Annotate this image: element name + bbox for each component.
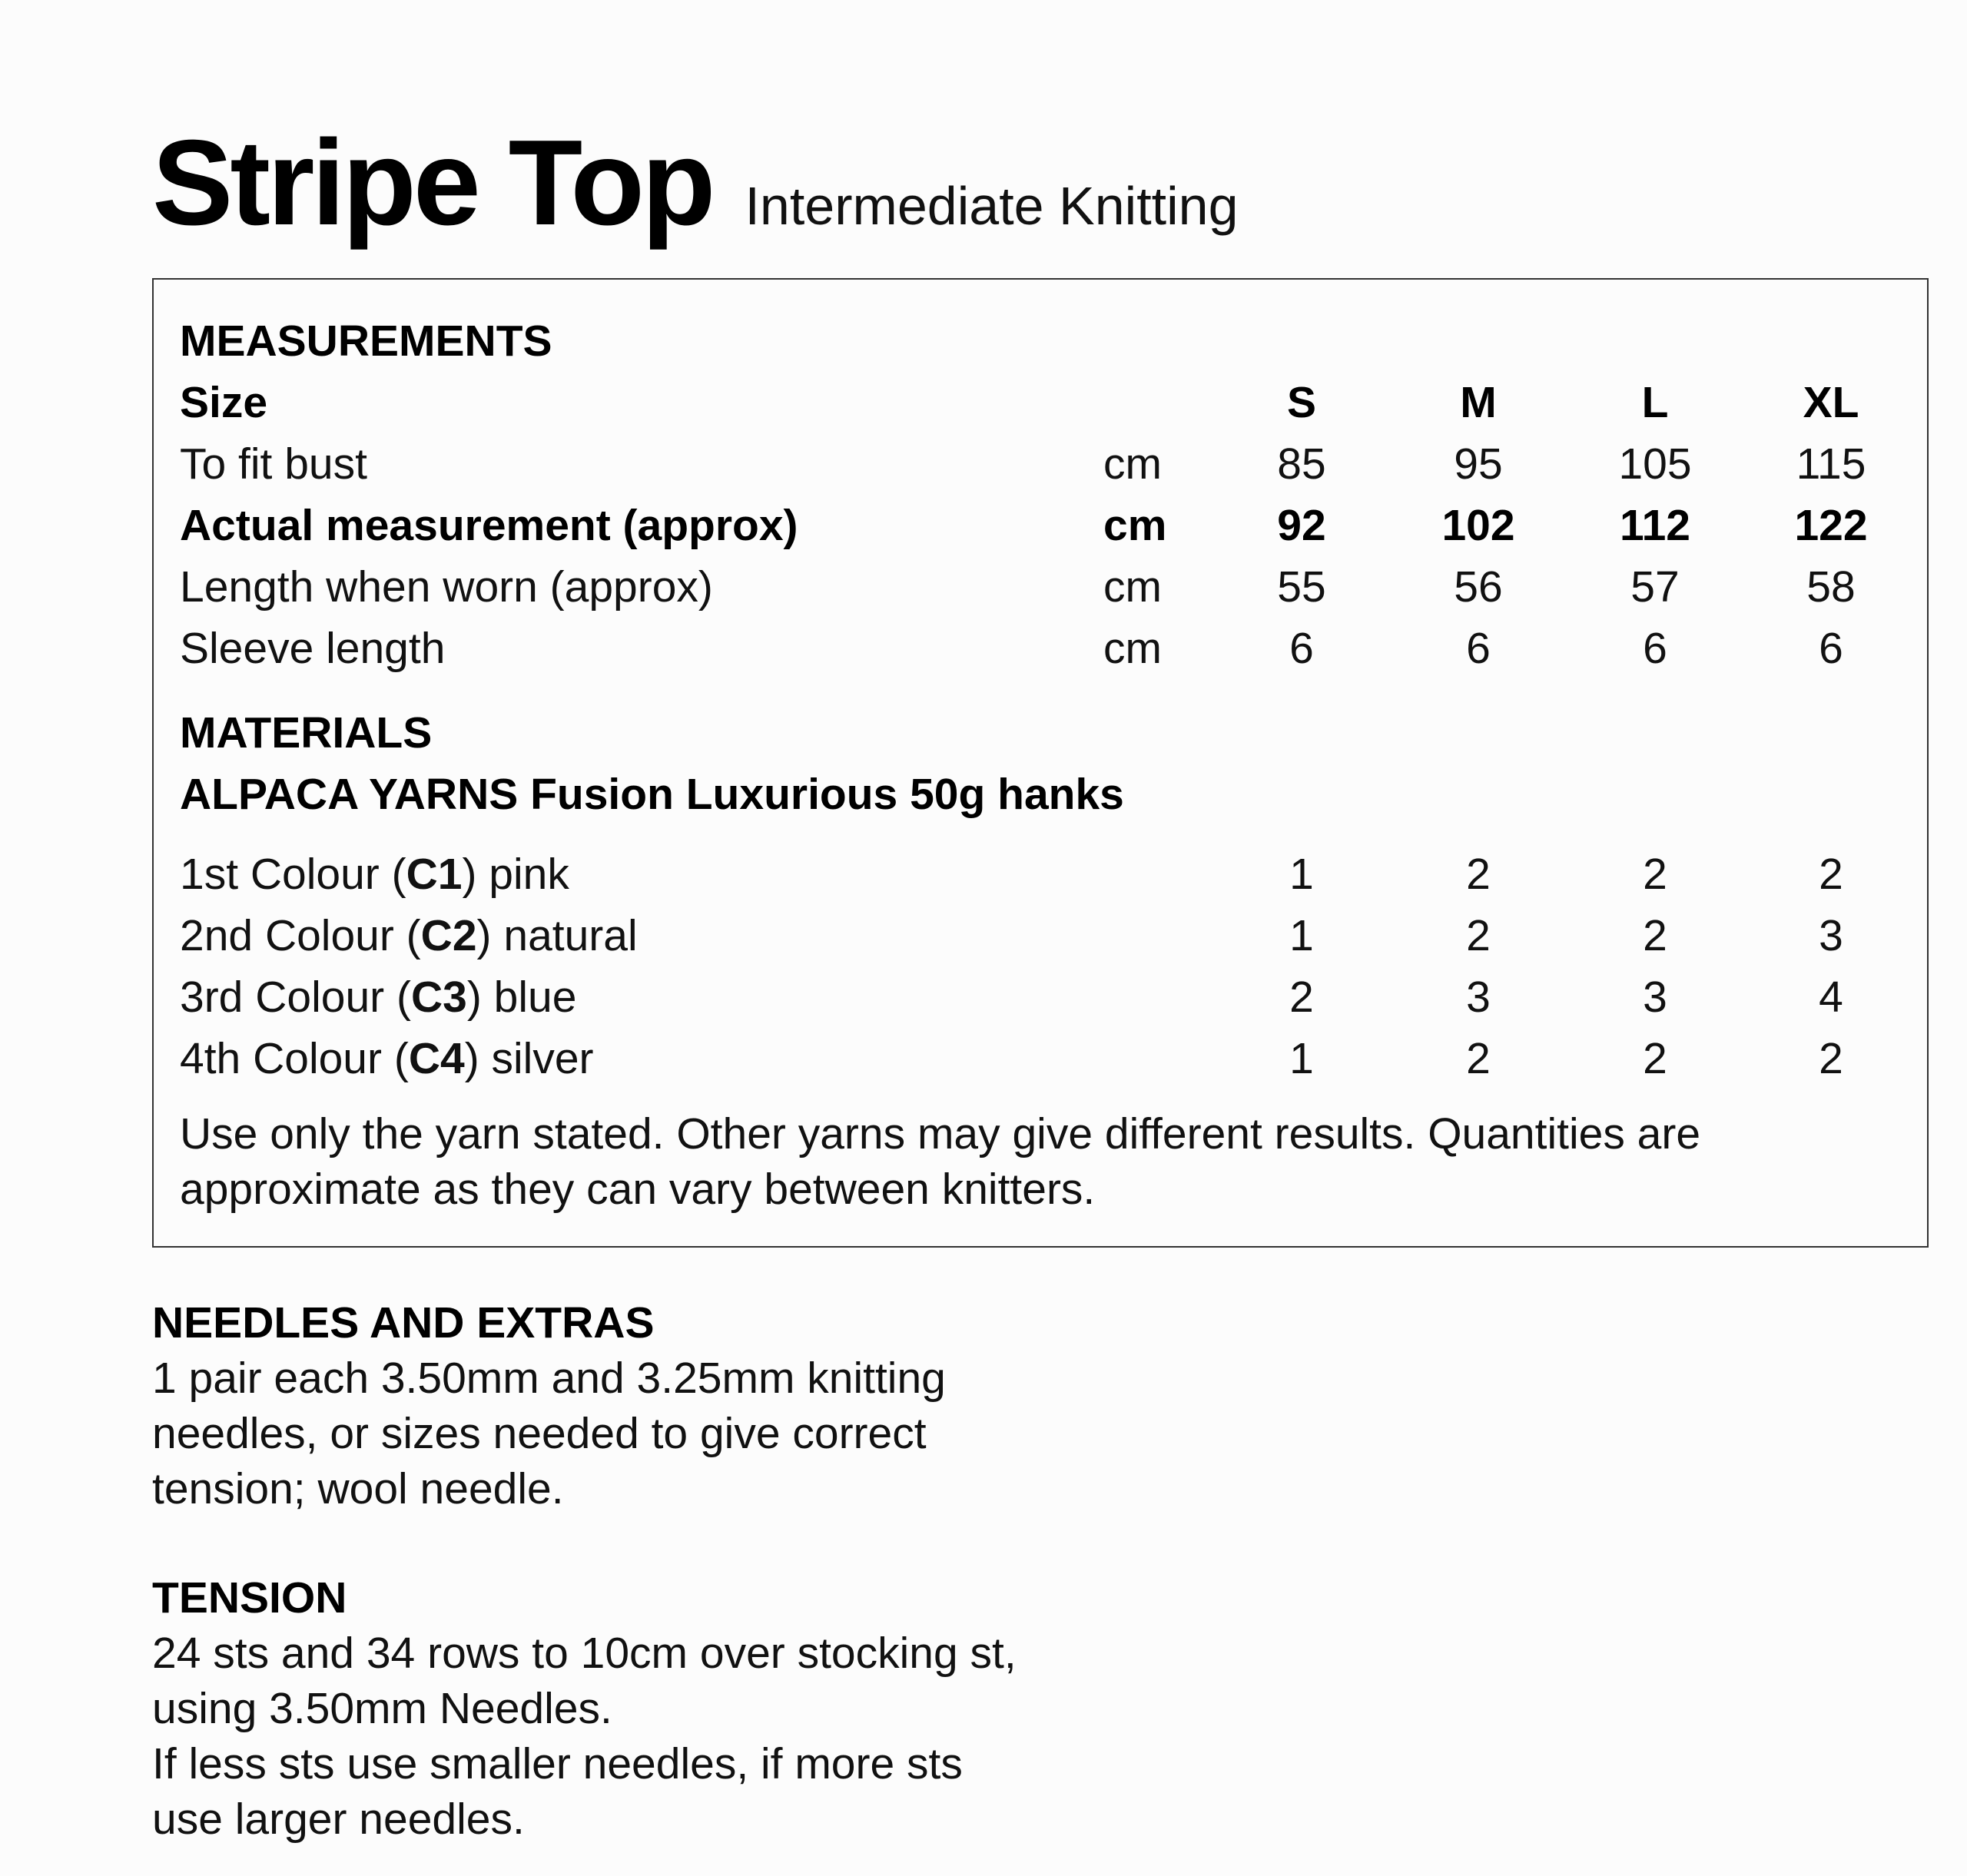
colour-label: 3rd Colour (C3) blue <box>180 973 577 1022</box>
row-label: To fit bust <box>180 439 367 489</box>
measurement-row-length <box>180 556 1896 618</box>
tension-section <box>152 1570 1036 1847</box>
colour-qty: 2 <box>1289 973 1314 1022</box>
size-header: S <box>1286 378 1317 427</box>
colour-row-c4 <box>180 1028 1896 1089</box>
row-label: Actual measurement (approx) <box>180 501 798 550</box>
colour-label: 4th Colour (C4) silver <box>180 1034 594 1083</box>
measurement-row-bust <box>180 433 1896 495</box>
row-value: 95 <box>1454 439 1503 489</box>
colour-qty: 2 <box>1643 1034 1667 1083</box>
row-value: 6 <box>1643 624 1667 673</box>
row-value: 102 <box>1441 501 1515 550</box>
row-unit: cm <box>1103 501 1167 550</box>
colour-qty: 2 <box>1466 1034 1491 1083</box>
row-value: 55 <box>1277 562 1326 612</box>
yarn-name: ALPACA YARNS Fusion Luxurious 50g hanks <box>180 770 1124 819</box>
materials-heading: MATERIALS <box>180 708 433 757</box>
row-label: Sleeve length <box>180 624 446 673</box>
row-unit: cm <box>1103 439 1162 489</box>
row-unit: cm <box>1103 624 1162 673</box>
size-row <box>180 372 1896 433</box>
row-value: 105 <box>1618 439 1692 489</box>
needles-heading: NEEDLES AND EXTRAS <box>152 1298 655 1347</box>
colour-qty: 1 <box>1289 911 1314 960</box>
measurements-heading: MEASUREMENTS <box>180 317 552 366</box>
row-value: 112 <box>1620 501 1690 550</box>
colour-qty: 2 <box>1819 850 1843 899</box>
row-value: 56 <box>1454 562 1503 612</box>
colour-qty: 2 <box>1466 911 1491 960</box>
row-label: Length when worn (approx) <box>180 562 713 612</box>
row-value: 57 <box>1630 562 1680 612</box>
colour-label: 2nd Colour (C2) natural <box>180 911 638 960</box>
needles-section <box>152 1295 1036 1516</box>
page-title: Stripe Top <box>152 115 713 250</box>
row-value: 122 <box>1794 501 1868 550</box>
row-unit: cm <box>1103 562 1162 612</box>
colour-qty: 3 <box>1819 911 1843 960</box>
yarn-note: Use only the yarn stated. Other yarns may give different results. Quantities are approximate as they can vary between knitters. <box>180 1109 1701 1214</box>
size-label: Size <box>180 378 268 427</box>
row-value: 6 <box>1466 624 1491 673</box>
page-subtitle: Intermediate Knitting <box>745 176 1239 236</box>
row-value: 58 <box>1806 562 1856 612</box>
needles-text: 1 pair each 3.50mm and 3.25mm knitting needles, or sizes needed to give correct tension; wool needle. <box>152 1354 946 1513</box>
tension-heading: TENSION <box>152 1573 347 1622</box>
colour-qty: 4 <box>1819 973 1843 1022</box>
colour-qty: 2 <box>1643 911 1667 960</box>
colour-qty: 2 <box>1643 850 1667 899</box>
colour-row-c2 <box>180 905 1896 966</box>
colour-row-c1 <box>180 844 1896 905</box>
tension-text: 24 sts and 34 rows to 10cm over stocking st, using 3.50mm Needles. <box>152 1629 1017 1733</box>
tension-advice: If less sts use smaller needles, if more sts use larger needles. <box>152 1739 963 1844</box>
colour-label: 1st Colour (C1) pink <box>180 850 569 899</box>
colour-qty: 2 <box>1466 850 1491 899</box>
colour-qty: 2 <box>1819 1034 1843 1083</box>
measurement-row-actual <box>180 495 1896 556</box>
size-header: L <box>1641 378 1669 427</box>
size-header: M <box>1460 378 1497 427</box>
row-value: 92 <box>1277 501 1326 550</box>
colour-row-c3 <box>180 966 1896 1028</box>
colour-qty: 3 <box>1643 973 1667 1022</box>
colour-qty: 1 <box>1289 1034 1314 1083</box>
measurement-row-sleeve <box>180 618 1896 679</box>
row-value: 6 <box>1819 624 1843 673</box>
row-value: 6 <box>1289 624 1314 673</box>
row-value: 115 <box>1796 439 1866 489</box>
size-header: XL <box>1803 378 1859 427</box>
pattern-info-content <box>180 310 1896 1217</box>
colour-qty: 1 <box>1289 850 1314 899</box>
title-row <box>152 114 1239 253</box>
pattern-info-box <box>152 278 1929 1248</box>
row-value: 85 <box>1277 439 1326 489</box>
colour-qty: 3 <box>1466 973 1491 1022</box>
